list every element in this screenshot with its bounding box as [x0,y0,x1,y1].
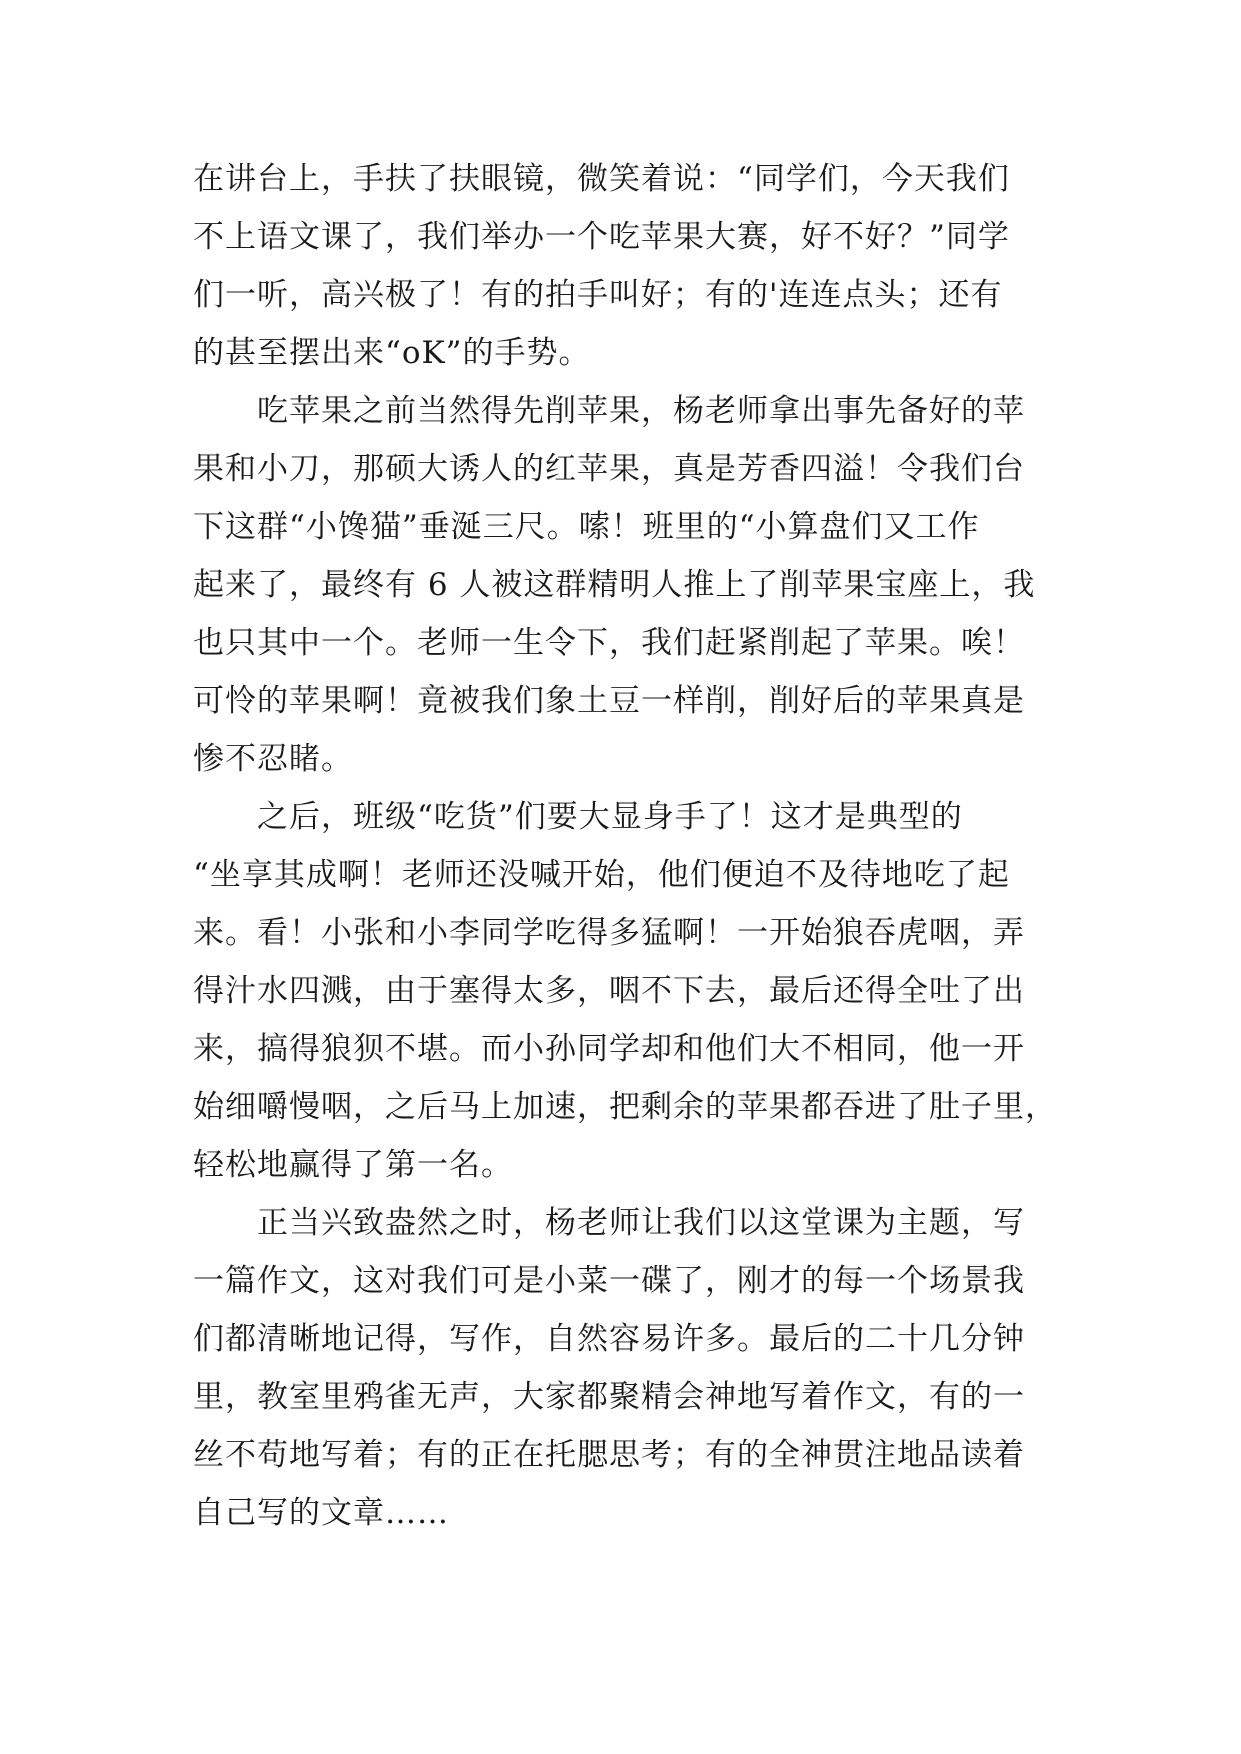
paragraph-2 [193,382,1053,788]
text-line: 之后，班级“吃货”们要大显身手了！这才是典型的 [257,799,963,835]
document-body [193,150,1057,1542]
text-line: 丝不苟地写着；有的正在托腮思考；有的全神贯注地品读着 [193,1437,1025,1473]
text-line: 一篇作文，这对我们可是小菜一碟了，刚才的每一个场景我 [193,1263,1025,1299]
text-line: 轻松地赢得了第一名。 [193,1147,513,1183]
paragraph-1 [193,150,1053,382]
text-line: 也只其中一个。老师一生令下，我们赶紧削起了苹果。唉！ [193,625,1025,661]
text-line: 惨不忍睹。 [193,741,353,777]
text-line: 吃苹果之前当然得先削苹果，杨老师拿出事先备好的苹 [257,393,1025,429]
text-line: 正当兴致盎然之时，杨老师让我们以这堂课为主题，写 [257,1205,1025,1241]
text-line: 的甚至摆出来“oK”的手势。 [193,335,591,371]
paragraph-3 [193,788,1057,1194]
text-line: 不上语文课了，我们举办一个吃苹果大赛，好不好？”同学 [193,219,1010,255]
text-line: 在讲台上，手扶了扶眼镜，微笑着说：“同学们，今天我们 [193,161,1010,197]
text-line: 自己写的文章…… [193,1495,449,1531]
text-line: 下这群“小馋猫”垂涎三尺。嗦！班里的“小算盘们又工作 [193,509,980,545]
text-line: 得汁水四溅，由于塞得太多，咽不下去，最后还得全吐了出 [193,973,1025,1009]
text-line: 们都清晰地记得，写作，自然容易许多。最后的二十几分钟 [193,1321,1025,1357]
text-line: 来，搞得狼狈不堪。而小孙同学却和他们大不相同，他一开 [193,1031,1025,1067]
text-line: 们一听，高兴极了！有的拍手叫好；有的'连连点头；还有 [193,277,1003,313]
paragraph-4 [193,1194,1053,1542]
text-line: 里，教室里鸦雀无声，大家都聚精会神地写着作文，有的一 [193,1379,1025,1415]
text-line: “坐享其成啊！老师还没喊开始，他们便迫不及待地吃了起 [193,857,1010,893]
text-line: 可怜的苹果啊！竟被我们象土豆一样削，削好后的苹果真是 [193,683,1025,719]
text-line: 来。看！小张和小李同学吃得多猛啊！一开始狼吞虎咽，弄 [193,915,1025,951]
text-line: 起来了，最终有 6 人被这群精明人推上了削苹果宝座上，我 [193,567,1036,603]
text-line: 果和小刀，那硕大诱人的红苹果，真是芳香四溢！令我们台 [193,451,1025,487]
text-line: 始细嚼慢咽，之后马上加速，把剩余的苹果都吞进了肚子里， [193,1089,1057,1125]
